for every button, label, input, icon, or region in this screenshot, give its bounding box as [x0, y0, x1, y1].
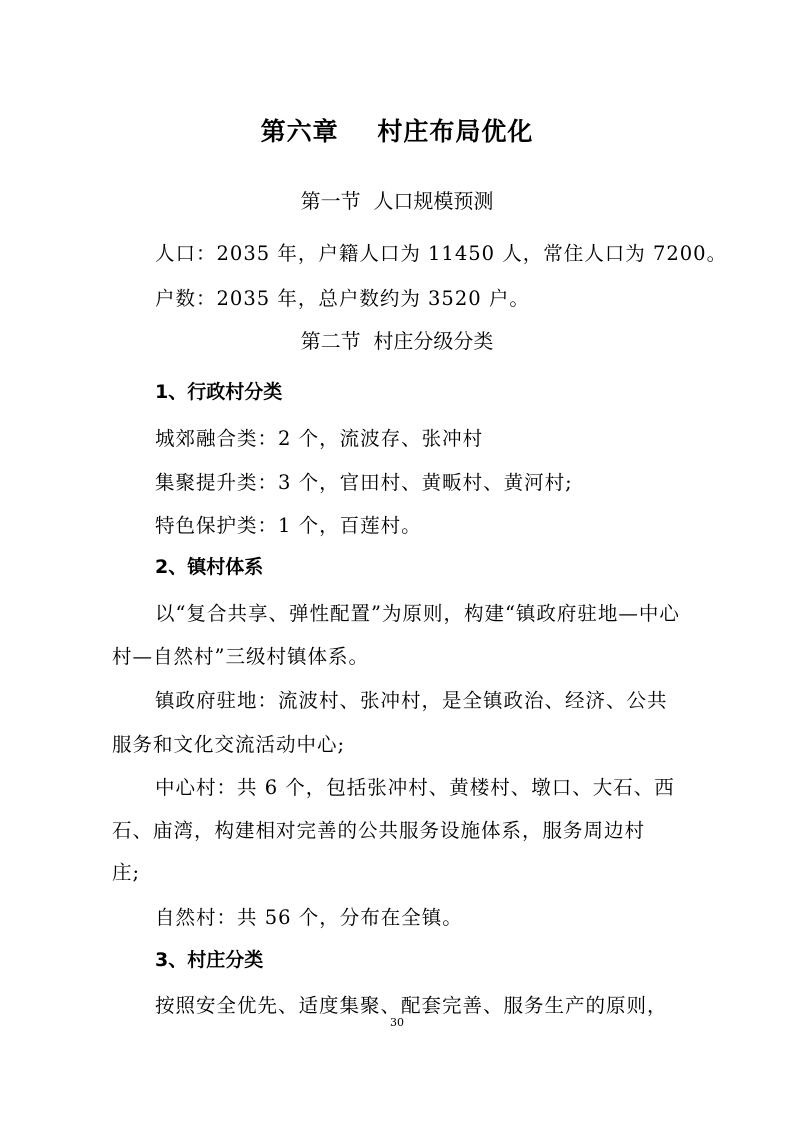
paragraph-line: 服务和文化交流活动中心;: [112, 733, 346, 756]
section-title-population: 第一节 人口规模预测: [300, 189, 494, 213]
subheading-town-village-system: 2、镇村体系: [155, 556, 264, 578]
population-line: 人口：2035 年，户籍人口为 11450 人，常住人口为 7200。: [155, 242, 728, 265]
paragraph-line: 村—自然村”三级村镇体系。: [112, 645, 369, 668]
paragraph-line: 按照安全优先、适度集聚、配套完善、服务生产的原则，: [155, 994, 668, 1017]
list-item: 集聚提升类：3 个，官田村、黄畈村、黄河村;: [155, 471, 573, 494]
section-title-village-classification: 第二节 村庄分级分类: [300, 329, 494, 353]
list-item: 特色保护类：1 个，百莲村。: [155, 514, 422, 537]
page-number: 30: [390, 1016, 404, 1029]
subheading-admin-village: 1、行政村分类: [155, 381, 283, 403]
subheading-village-classification: 3、村庄分类: [155, 949, 264, 971]
chapter-title: 第六章 村庄布局优化: [260, 117, 534, 146]
paragraph-line: 石、庙湾，构建相对完善的公共服务设施体系，服务周边村: [112, 819, 646, 842]
paragraph-line: 庄;: [112, 861, 141, 884]
paragraph-line: 中心村：共 6 个，包括张冲村、黄楼村、墩口、大石、西: [155, 776, 675, 799]
list-item: 城郊融合类：2 个，流波存、张冲村: [155, 427, 484, 450]
paragraph-line: 以“复合共享、弹性配置”为原则，构建“镇政府驻地—中心: [155, 602, 680, 625]
households-line: 户数：2035 年，总户数约为 3520 户。: [155, 287, 530, 310]
paragraph-line: 镇政府驻地：流波村、张冲村，是全镇政治、经济、公共: [155, 689, 668, 712]
paragraph-line: 自然村：共 56 个，分布在全镇。: [155, 906, 463, 929]
